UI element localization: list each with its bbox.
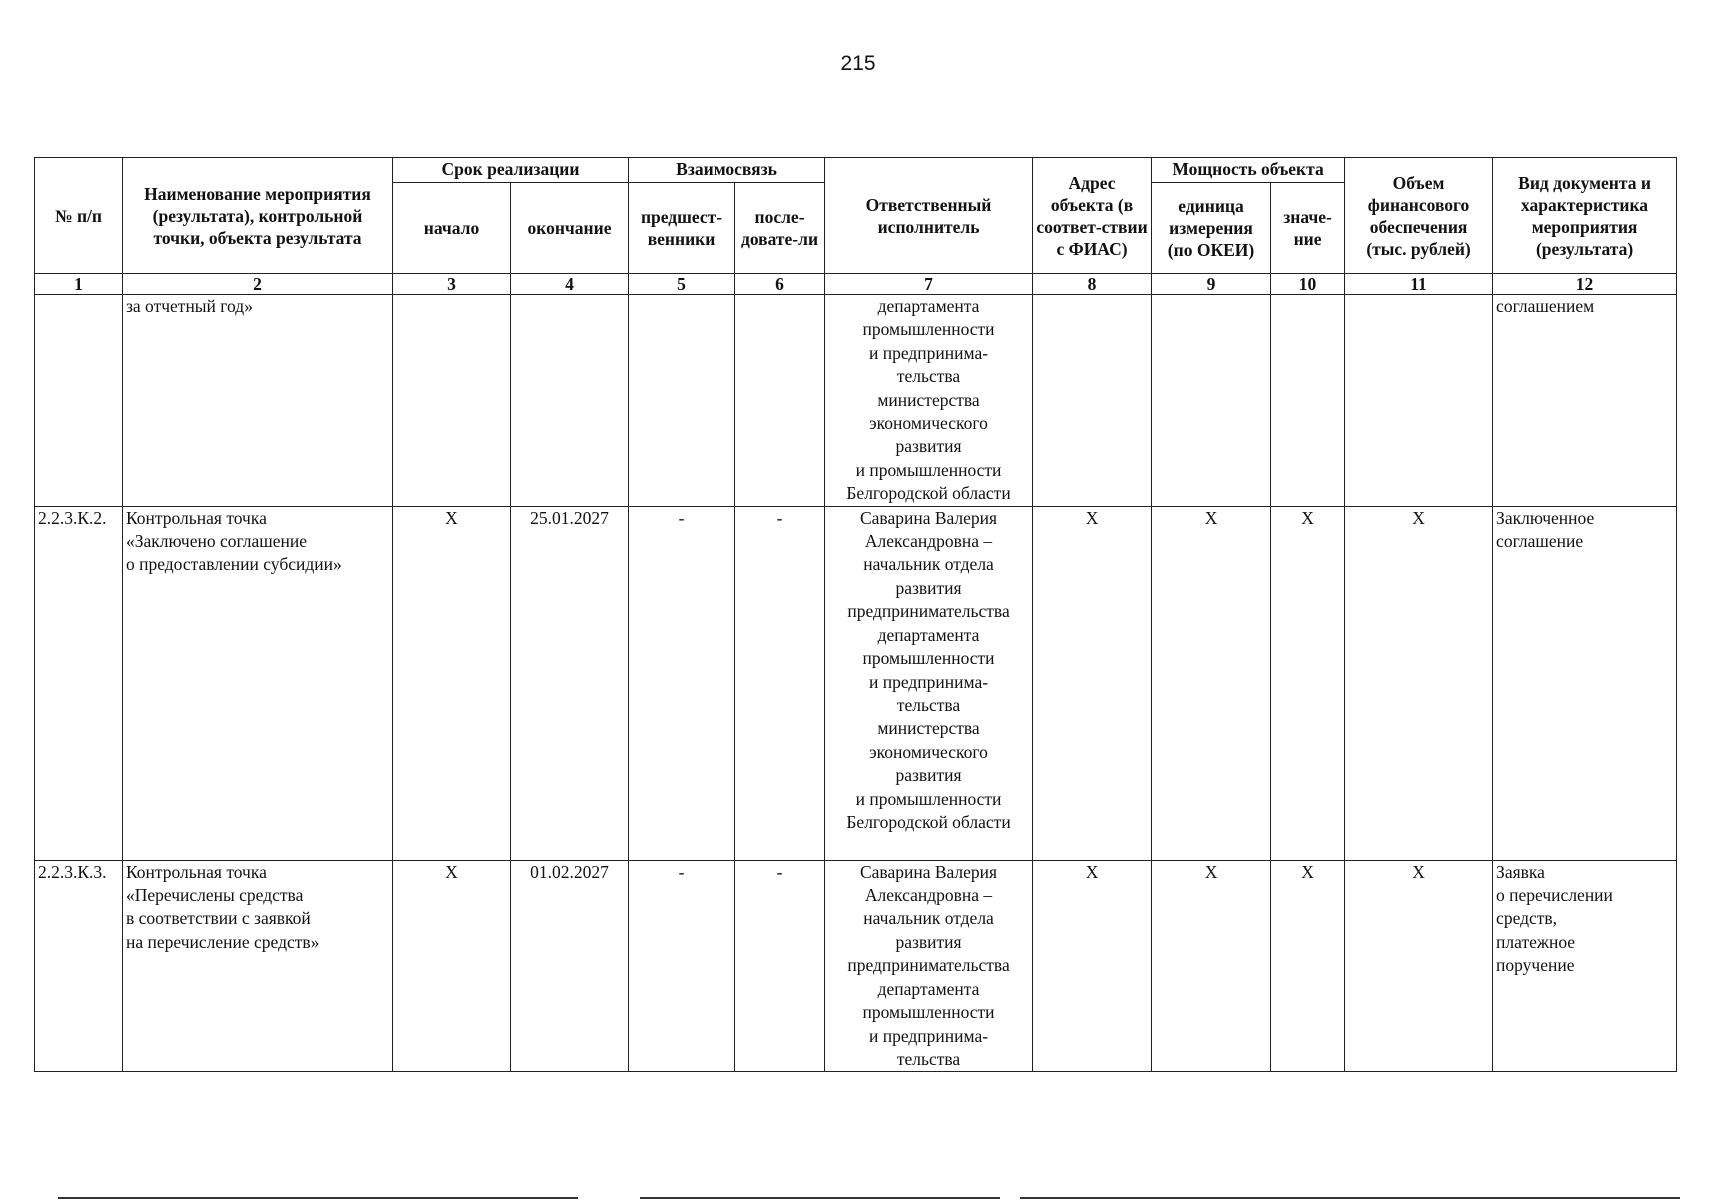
row-start — [393, 295, 511, 507]
column-number: 4 — [511, 274, 629, 295]
row-start: X — [393, 860, 511, 1072]
table-row — [35, 506, 1677, 860]
row-responsible: департамента промышленности и предпринима- тельства министерства экономического развития и промышленности Белгородской области — [825, 295, 1033, 507]
row-value — [1271, 295, 1345, 507]
column-number: 8 — [1033, 274, 1152, 295]
row-next: - — [735, 860, 825, 1072]
column-numbers-row — [35, 274, 1677, 295]
row-unit: X — [1152, 506, 1271, 860]
row-finance: X — [1345, 506, 1493, 860]
column-number: 1 — [35, 274, 123, 295]
column-number: 9 — [1152, 274, 1271, 295]
row-responsible: Саварина Валерия Александровна – начальник отдела развития предпринимательства департамента промышленности и предпринима- тельства — [825, 860, 1033, 1072]
row-no: 2.2.3.К.3. — [35, 860, 123, 1072]
column-number: 7 — [825, 274, 1033, 295]
row-finance — [1345, 295, 1493, 507]
header-responsible: Ответственный исполнитель — [825, 158, 1033, 274]
header-link-group: Взаимосвязь — [629, 158, 825, 183]
column-number: 10 — [1271, 274, 1345, 295]
row-unit — [1152, 295, 1271, 507]
row-no: 2.2.3.К.2. — [35, 506, 123, 860]
column-number: 11 — [1345, 274, 1493, 295]
row-prev — [629, 295, 735, 507]
row-next — [735, 295, 825, 507]
row-prev: - — [629, 506, 735, 860]
row-address — [1033, 295, 1152, 507]
page-edge-line — [640, 1197, 1000, 1199]
row-end: 25.01.2027 — [511, 506, 629, 860]
row-finance: X — [1345, 860, 1493, 1072]
header-doc: Вид документа и характеристика мероприятия (результата) — [1493, 158, 1677, 274]
page-edge-line — [58, 1197, 578, 1199]
row-value: X — [1271, 506, 1345, 860]
header-address: Адрес объекта (в соответ-ствии с ФИАС) — [1033, 158, 1152, 274]
row-name: за отчетный год» — [123, 295, 393, 507]
header-value: значе-ние — [1271, 183, 1345, 274]
table-header — [35, 158, 1677, 295]
row-doc: Заключенное соглашение — [1493, 506, 1677, 860]
header-start: начало — [393, 183, 511, 274]
header-period-group: Срок реализации — [393, 158, 629, 183]
header-finance: Объем финансового обеспечения (тыс. рублей) — [1345, 158, 1493, 274]
column-number: 3 — [393, 274, 511, 295]
header-prev: предшест-венники — [629, 183, 735, 274]
row-responsible: Саварина Валерия Александровна – начальник отдела развития предпринимательства департамента промышленности и предпринима- тельства министерства экономического развития и промышленности Белгородской области — [825, 506, 1033, 860]
header-capacity-group: Мощность объекта — [1152, 158, 1345, 183]
header-end: окончание — [511, 183, 629, 274]
page-number: 215 — [840, 52, 876, 75]
row-next: - — [735, 506, 825, 860]
column-number: 6 — [735, 274, 825, 295]
header-name: Наименование мероприятия (результата), контрольной точки, объекта результата — [123, 158, 393, 274]
row-unit: X — [1152, 860, 1271, 1072]
row-name: Контрольная точка «Перечислены средства в соответствии с заявкой на перечисление средств» — [123, 860, 393, 1072]
column-number: 5 — [629, 274, 735, 295]
row-end — [511, 295, 629, 507]
column-number: 2 — [123, 274, 393, 295]
table-row — [35, 295, 1677, 507]
row-address: X — [1033, 506, 1152, 860]
page-edge-line — [1020, 1197, 1680, 1199]
row-value: X — [1271, 860, 1345, 1072]
row-end: 01.02.2027 — [511, 860, 629, 1072]
row-prev: - — [629, 860, 735, 1072]
table-row — [35, 860, 1677, 1072]
row-no — [35, 295, 123, 507]
row-address: X — [1033, 860, 1152, 1072]
row-doc: соглашением — [1493, 295, 1677, 507]
row-name: Контрольная точка «Заключено соглашение о предоставлении субсидии» — [123, 506, 393, 860]
header-no: № п/п — [35, 158, 123, 274]
header-next: после-довате-ли — [735, 183, 825, 274]
plan-table — [34, 157, 1677, 1072]
row-doc: Заявка о перечислении средств, платежное поручение — [1493, 860, 1677, 1072]
row-start: X — [393, 506, 511, 860]
header-unit: единица измерения (по ОКЕИ) — [1152, 183, 1271, 274]
column-number: 12 — [1493, 274, 1677, 295]
